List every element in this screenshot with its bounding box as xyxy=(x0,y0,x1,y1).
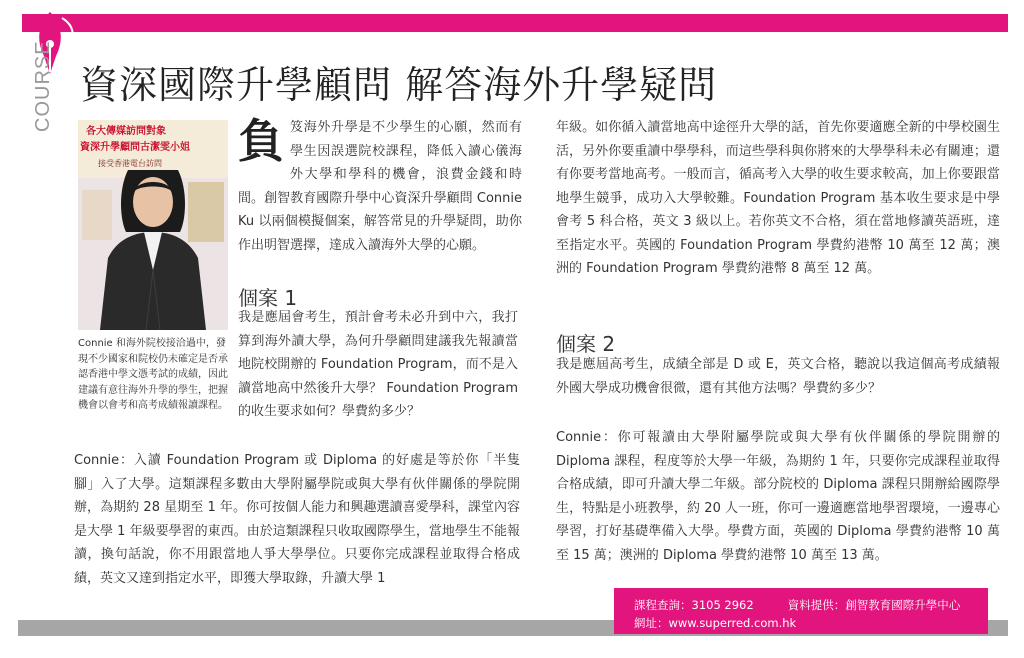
case-2-heading: 個案 2 xyxy=(556,332,616,356)
source-credit: 資料提供：創智教育國際升學中心 xyxy=(787,598,961,612)
case-1-answer-text-1: Connie：入讀 Foundation Program 或 Diploma 的好處是等於你「半隻腳」入了大學。這類課程多數由大學附屬學院或與大學有伙伴關係的學院開辦，為期約 28 星期至 1 年。你可按個人能力和興趣選讀喜愛學科，課堂內容是大學 1 年級要學習的東西。由於這類課程只收取國際學生，當地學生不能報讀，換句話說，你不用跟當地人爭大學學位。只要你完成課程並取得合格成績，英文又達到指定水平，即獲大學取錄，升讀大學 1 xyxy=(74,453,520,586)
intro-paragraph xyxy=(238,116,522,257)
case-1-answer-text-2: 年級。如你循入讀當地高中途徑升大學的話，首先你要適應全新的中學校園生活，另外你要重讀中學學科，而這些學科與你將來的大學學科未必有關連；還有你要考當地高考。一般而言，循高考入大學的收生要求較高，加上你要跟當地學生競爭，成功入大學較難。Foundation Program 基本收生要求是中學會考 5 科合格，英文 3 級以上。若你英文不合格，須在當地修讀英語班，達至指定水平。英國的 Foundation Program 學費約港幣 10 萬至 12 萬；澳洲的 Foundation Program 學費約港幣 8 萬至 12 萬。 xyxy=(556,120,1000,276)
case-2-answer xyxy=(556,426,1000,567)
page-headline: 資深國際升學顧問 解答海外升學疑問 xyxy=(80,63,718,107)
course-side-label: COURSE xyxy=(32,40,54,132)
case-2-question xyxy=(556,353,1000,400)
website-link[interactable]: 網址：www.superred.com.hk xyxy=(634,616,797,630)
photo-caption: Connie 和海外院校接洽過中，發現不少國家和院校仍未確定是否承認香港中學文憑考試的成績，因此建議有意往海外升學的學生，把握機會以會考和高考成績報讀課程。 xyxy=(78,338,228,411)
photo-sign-text-3: 接受香港電台訪問 xyxy=(98,159,162,168)
case-2-question-text: 我是應屆高考生，成績全部是 D 或 E，英文合格，聽說以我這個高考成績報外國大學成功機會很微，還有其他方法嗎？學費約多少？ xyxy=(556,357,1000,396)
case-1-answer-part-1 xyxy=(74,449,520,590)
info-line-1 xyxy=(634,597,960,613)
contact-info-box xyxy=(614,588,988,634)
case-1-answer-part-2 xyxy=(556,116,1000,281)
case-1-question-text: 我是應屆會考生，預計會考未必升到中六，我打算到海外讀大學，為何升學顧問建議我先報讀當地院校開辦的 Foundation Program，而不是入讀當地高中然後升大學？ Foundation Program 的收生要求如何？學費約多少？ xyxy=(238,310,518,419)
photo-sign-text-2: 資深升學顧問古潔雯小姐 xyxy=(80,142,190,153)
intro-dropcap: 負 xyxy=(238,114,284,168)
case-1-question xyxy=(238,306,518,424)
enquiry-phone: 課程查詢：3105 2962 xyxy=(634,598,754,612)
intro-text: 笈海外升學是不少學生的心願，然而有學生因誤選院校課程，降低入讀心儀海外大學和學科的機會，浪費金錢和時間。創智教育國際升學中心資深升學顧問 Connie Ku 以兩個模擬個案，解答常見的升學疑問，助你作出明智選擇，達成入讀海外大學的心願。 xyxy=(238,120,522,253)
consultant-photo xyxy=(78,120,228,330)
photo-sign-text-1: 各大傳媒訪問對象 xyxy=(86,126,166,137)
top-accent-bar xyxy=(22,14,1008,32)
case-2-answer-text: Connie：你可報讀由大學附屬學院或與大學有伙伴關係的學院開辦的 Diploma 課程，程度等於大學一年級，為期約 1 年，只要你完成課程並取得合格成績，即可升讀大學二年級。部分院校的 Diploma 課程只開辦給國際學生，特點是小班教學，約 20 人一班，你可一邊適應當地學習環境，一邊專心學習，打好基礎準備入大學。學費方面，英國的 Diploma 學費約港幣 10 萬至 15 萬；澳洲的 Diploma 學費約港幣 10 萬至 13 萬。 xyxy=(556,430,1000,563)
case-1-heading: 個案 1 xyxy=(238,286,298,310)
